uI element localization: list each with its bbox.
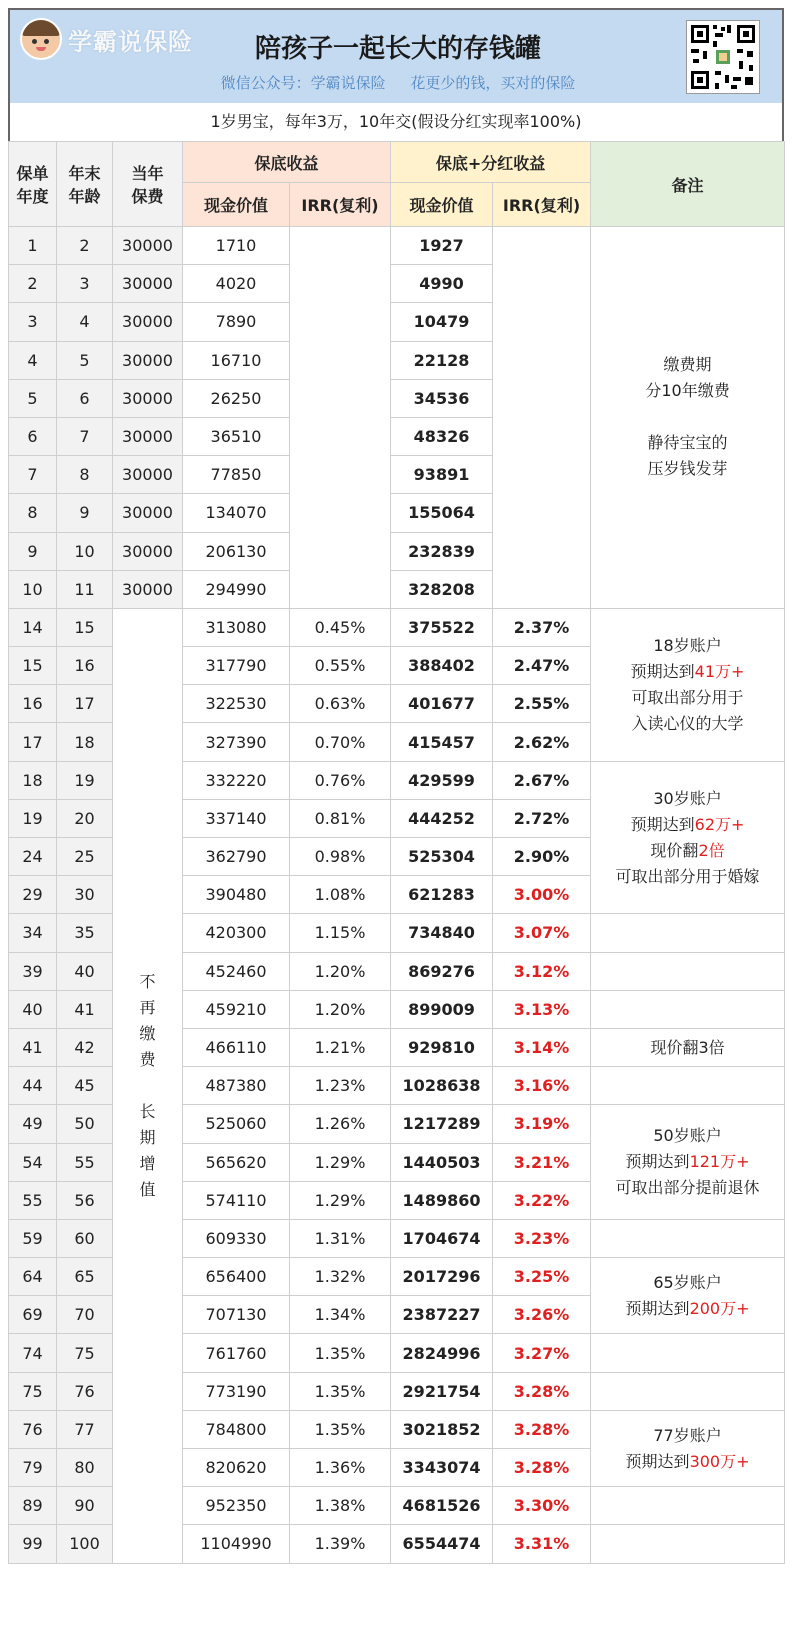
dividend-cash-cell: 2921754 <box>391 1372 493 1410</box>
remark-line <box>591 685 784 711</box>
age-cell: 2 <box>57 227 113 265</box>
dividend-irr-cell: 3.16% <box>493 1067 591 1105</box>
remark-text: 现价翻 <box>650 840 699 860</box>
dividend-cash-cell: 1927 <box>391 227 493 265</box>
policy-year-cell: 8 <box>9 494 57 532</box>
guaranteed-cash-cell: 134070 <box>183 494 290 532</box>
subtitle <box>10 72 786 93</box>
guaranteed-irr-cell: 1.35% <box>290 1410 391 1448</box>
policy-year-cell: 69 <box>9 1296 57 1334</box>
age-cell: 16 <box>57 647 113 685</box>
guaranteed-irr-cell: 1.31% <box>290 1219 391 1257</box>
policy-year-cell: 15 <box>9 647 57 685</box>
policy-year-cell: 79 <box>9 1449 57 1487</box>
dividend-cash-cell: 93891 <box>391 456 493 494</box>
premium-cell: 30000 <box>113 570 183 608</box>
growth-label-char <box>113 1073 182 1099</box>
policy-year-cell: 9 <box>9 532 57 570</box>
policy-year-cell: 76 <box>9 1410 57 1448</box>
dividend-cash-cell: 429599 <box>391 761 493 799</box>
dividend-cash-cell: 899009 <box>391 990 493 1028</box>
dividend-cash-cell: 6554474 <box>391 1525 493 1563</box>
dividend-irr-cell: 3.28% <box>493 1372 591 1410</box>
growth-label-char: 值 <box>139 1179 156 1199</box>
guaranteed-cash-cell: 317790 <box>183 647 290 685</box>
remark-line <box>591 659 784 685</box>
guaranteed-irr-cell: 1.35% <box>290 1372 391 1410</box>
guaranteed-irr-cell: 1.08% <box>290 876 391 914</box>
remark-cell <box>591 1487 785 1525</box>
remark-text: 50岁账户 <box>653 1126 722 1146</box>
subtitle-account: 微信公众号：学霸说保险 <box>220 74 386 92</box>
policy-year-cell: 16 <box>9 685 57 723</box>
guaranteed-irr-cell <box>290 227 391 609</box>
policy-year-cell: 34 <box>9 914 57 952</box>
policy-year-cell: 24 <box>9 838 57 876</box>
policy-year-cell: 29 <box>9 876 57 914</box>
guaranteed-irr-cell: 1.38% <box>290 1487 391 1525</box>
policy-year-cell: 7 <box>9 456 57 494</box>
dividend-cash-cell: 1440503 <box>391 1143 493 1181</box>
guaranteed-irr-cell: 1.26% <box>290 1105 391 1143</box>
age-cell: 19 <box>57 761 113 799</box>
remark-text: 预期达到 <box>630 661 695 681</box>
dividend-irr-cell: 3.13% <box>493 990 591 1028</box>
dividend-cash-cell: 4681526 <box>391 1487 493 1525</box>
guaranteed-cash-cell: 332220 <box>183 761 290 799</box>
remark-text: 入读心仪的大学 <box>631 713 744 733</box>
remark-cell <box>591 914 785 952</box>
remark-line: 缴费期 <box>663 355 712 375</box>
remark-cell <box>591 952 785 990</box>
policy-year-cell: 1 <box>9 227 57 265</box>
dividend-irr-cell: 2.67% <box>493 761 591 799</box>
policy-year-cell: 99 <box>9 1525 57 1563</box>
guaranteed-irr-cell: 1.20% <box>290 990 391 1028</box>
remark-line <box>591 711 784 737</box>
remark-line: 静待宝宝的 <box>647 433 728 453</box>
age-cell: 10 <box>57 532 113 570</box>
guaranteed-cash-cell: 459210 <box>183 990 290 1028</box>
policy-year-cell: 2 <box>9 265 57 303</box>
dividend-cash-cell: 734840 <box>391 914 493 952</box>
premium-cell: 30000 <box>113 227 183 265</box>
age-cell: 6 <box>57 379 113 417</box>
guaranteed-cash-cell: 609330 <box>183 1219 290 1257</box>
guaranteed-irr-cell: 0.76% <box>290 761 391 799</box>
guaranteed-irr-cell: 1.34% <box>290 1296 391 1334</box>
age-cell: 50 <box>57 1105 113 1143</box>
growth-label-char: 增 <box>139 1153 156 1173</box>
policy-year-cell: 75 <box>9 1372 57 1410</box>
guaranteed-cash-cell: 36510 <box>183 417 290 455</box>
guaranteed-cash-cell: 206130 <box>183 532 290 570</box>
age-cell: 9 <box>57 494 113 532</box>
dividend-cash-cell: 1217289 <box>391 1105 493 1143</box>
dividend-cash-cell: 3021852 <box>391 1410 493 1448</box>
guaranteed-cash-cell: 565620 <box>183 1143 290 1181</box>
age-cell: 20 <box>57 799 113 837</box>
dividend-cash-cell: 869276 <box>391 952 493 990</box>
col-header-guaranteed-irr: IRR(复利) <box>290 183 391 227</box>
dividend-cash-cell: 388402 <box>391 647 493 685</box>
guaranteed-cash-cell: 1104990 <box>183 1525 290 1563</box>
guaranteed-cash-cell: 390480 <box>183 876 290 914</box>
guaranteed-cash-cell: 16710 <box>183 341 290 379</box>
guaranteed-cash-cell: 784800 <box>183 1410 290 1448</box>
policy-year-cell: 19 <box>9 799 57 837</box>
guaranteed-cash-cell: 773190 <box>183 1372 290 1410</box>
remark-line <box>591 1270 784 1296</box>
guaranteed-cash-cell: 313080 <box>183 608 290 646</box>
age-cell: 42 <box>57 1028 113 1066</box>
dividend-cash-cell: 375522 <box>391 608 493 646</box>
guaranteed-irr-cell: 1.21% <box>290 1028 391 1066</box>
guaranteed-cash-cell: 327390 <box>183 723 290 761</box>
dividend-cash-cell: 22128 <box>391 341 493 379</box>
guaranteed-cash-cell: 820620 <box>183 1449 290 1487</box>
guaranteed-cash-cell: 574110 <box>183 1181 290 1219</box>
guaranteed-cash-cell: 466110 <box>183 1028 290 1066</box>
guaranteed-irr-cell: 1.29% <box>290 1143 391 1181</box>
guaranteed-cash-cell: 952350 <box>183 1487 290 1525</box>
policy-year-cell: 4 <box>9 341 57 379</box>
remark-line <box>591 1296 784 1322</box>
benefit-table <box>8 141 785 1564</box>
age-cell: 17 <box>57 685 113 723</box>
dividend-cash-cell: 929810 <box>391 1028 493 1066</box>
guaranteed-cash-cell: 656400 <box>183 1258 290 1296</box>
remark-text: 可取出部分用于婚嫁 <box>615 866 760 886</box>
dividend-cash-cell: 2824996 <box>391 1334 493 1372</box>
dividend-irr-cell: 3.28% <box>493 1410 591 1448</box>
guaranteed-irr-cell: 0.55% <box>290 647 391 685</box>
age-cell: 55 <box>57 1143 113 1181</box>
guaranteed-cash-cell: 487380 <box>183 1067 290 1105</box>
remark-line <box>591 1449 784 1475</box>
policy-year-cell: 55 <box>9 1181 57 1219</box>
guaranteed-cash-cell: 452460 <box>183 952 290 990</box>
remark-line <box>591 1175 784 1201</box>
subtitle-slogan: 花更少的钱，买对的保险 <box>410 74 576 92</box>
guaranteed-irr-cell: 0.70% <box>290 723 391 761</box>
dividend-cash-cell: 4990 <box>391 265 493 303</box>
premium-cell: 30000 <box>113 494 183 532</box>
remark-line <box>591 812 784 838</box>
remark-text: 预期达到 <box>625 1152 690 1172</box>
age-cell: 65 <box>57 1258 113 1296</box>
age-cell: 18 <box>57 723 113 761</box>
dividend-cash-cell: 1704674 <box>391 1219 493 1257</box>
remark-line <box>591 786 784 812</box>
dividend-irr-cell: 3.25% <box>493 1258 591 1296</box>
dividend-cash-cell: 525304 <box>391 838 493 876</box>
dividend-cash-cell: 328208 <box>391 570 493 608</box>
age-cell: 56 <box>57 1181 113 1219</box>
remark-highlight: 41万+ <box>694 661 745 681</box>
premium-cell: 30000 <box>113 532 183 570</box>
remark-cell <box>591 1410 785 1486</box>
guaranteed-cash-cell: 322530 <box>183 685 290 723</box>
guaranteed-cash-cell: 525060 <box>183 1105 290 1143</box>
remark-cell <box>591 1258 785 1334</box>
remark-text: 预期达到 <box>625 1298 690 1318</box>
remark-cell <box>591 1067 785 1105</box>
guaranteed-irr-cell: 1.36% <box>290 1449 391 1487</box>
age-cell: 76 <box>57 1372 113 1410</box>
remark-line <box>591 1035 784 1061</box>
growth-label-char: 再 <box>139 997 156 1017</box>
age-cell: 41 <box>57 990 113 1028</box>
remark-cell <box>591 990 785 1028</box>
col-header-premium: 当年 保费 <box>113 142 183 227</box>
dividend-cash-cell: 401677 <box>391 685 493 723</box>
dividend-irr-cell <box>493 227 591 609</box>
guaranteed-cash-cell: 420300 <box>183 914 290 952</box>
premium-cell: 30000 <box>113 303 183 341</box>
dividend-irr-cell: 3.12% <box>493 952 591 990</box>
dividend-cash-cell: 1489860 <box>391 1181 493 1219</box>
dividend-cash-cell: 155064 <box>391 494 493 532</box>
policy-year-cell: 41 <box>9 1028 57 1066</box>
table-row <box>9 608 785 646</box>
dividend-irr-cell: 3.00% <box>493 876 591 914</box>
policy-year-cell: 59 <box>9 1219 57 1257</box>
dividend-cash-cell: 232839 <box>391 532 493 570</box>
remark-highlight: 121万+ <box>689 1152 750 1172</box>
dividend-cash-cell: 621283 <box>391 876 493 914</box>
guaranteed-cash-cell: 761760 <box>183 1334 290 1372</box>
page-title: 陪孩子一起长大的存钱罐 <box>254 34 541 64</box>
qr-code-icon <box>686 20 760 94</box>
remark-pay-period <box>591 227 785 609</box>
header-banner <box>8 8 784 105</box>
age-cell: 15 <box>57 608 113 646</box>
remark-line <box>591 1423 784 1449</box>
remark-highlight: 200万+ <box>689 1298 750 1318</box>
dividend-irr-cell: 3.22% <box>493 1181 591 1219</box>
premium-cell: 30000 <box>113 379 183 417</box>
policy-year-cell: 39 <box>9 952 57 990</box>
remark-highlight: 2倍 <box>698 840 725 860</box>
dividend-irr-cell: 3.19% <box>493 1105 591 1143</box>
remark-line <box>591 864 784 890</box>
remark-cell <box>591 1105 785 1220</box>
age-cell: 8 <box>57 456 113 494</box>
age-cell: 40 <box>57 952 113 990</box>
table-row <box>9 227 785 265</box>
guaranteed-cash-cell: 707130 <box>183 1296 290 1334</box>
assumption-line: 1岁男宝，每年3万，10年交(假设分红实现率100%) <box>8 103 784 141</box>
guaranteed-irr-cell: 1.32% <box>290 1258 391 1296</box>
remark-line: 压岁钱发芽 <box>647 459 728 479</box>
dividend-irr-cell: 3.14% <box>493 1028 591 1066</box>
dividend-cash-cell: 48326 <box>391 417 493 455</box>
remark-text: 77岁账户 <box>653 1425 722 1445</box>
age-cell: 3 <box>57 265 113 303</box>
col-header-remark: 备注 <box>591 142 785 227</box>
guaranteed-irr-cell: 0.45% <box>290 608 391 646</box>
dividend-irr-cell: 2.72% <box>493 799 591 837</box>
remark-line <box>591 1149 784 1175</box>
remark-cell <box>591 608 785 761</box>
remark-text: 现价翻3倍 <box>650 1037 725 1057</box>
premium-cell: 30000 <box>113 456 183 494</box>
dividend-irr-cell: 2.47% <box>493 647 591 685</box>
remark-cell <box>591 1334 785 1372</box>
remark-text: 可取出部分用于 <box>631 687 744 707</box>
remark-text: 30岁账户 <box>653 788 722 808</box>
dividend-irr-cell: 2.55% <box>493 685 591 723</box>
policy-year-cell: 44 <box>9 1067 57 1105</box>
policy-year-cell: 49 <box>9 1105 57 1143</box>
dividend-cash-cell: 415457 <box>391 723 493 761</box>
remark-cell <box>591 1219 785 1257</box>
col-header-guaranteed-cash: 现金价值 <box>183 183 290 227</box>
guaranteed-irr-cell: 1.35% <box>290 1334 391 1372</box>
age-cell: 11 <box>57 570 113 608</box>
remark-line <box>591 633 784 659</box>
policy-year-cell: 64 <box>9 1258 57 1296</box>
age-cell: 7 <box>57 417 113 455</box>
remark-text: 可取出部分提前退休 <box>615 1178 760 1198</box>
growth-period-label <box>113 608 183 1563</box>
growth-label-char: 长 <box>139 1101 156 1121</box>
guaranteed-cash-cell: 362790 <box>183 838 290 876</box>
remark-cell <box>591 1525 785 1563</box>
guaranteed-irr-cell: 1.20% <box>290 952 391 990</box>
policy-year-cell: 18 <box>9 761 57 799</box>
guaranteed-irr-cell: 0.63% <box>290 685 391 723</box>
remark-text: 预期达到 <box>625 1451 690 1471</box>
guaranteed-cash-cell: 77850 <box>183 456 290 494</box>
col-header-dividend: 保底+分红收益 <box>391 142 591 183</box>
age-cell: 5 <box>57 341 113 379</box>
guaranteed-cash-cell: 294990 <box>183 570 290 608</box>
dividend-irr-cell: 3.23% <box>493 1219 591 1257</box>
guaranteed-cash-cell: 1710 <box>183 227 290 265</box>
guaranteed-irr-cell: 1.23% <box>290 1067 391 1105</box>
col-header-age: 年末 年龄 <box>57 142 113 227</box>
guaranteed-irr-cell: 1.39% <box>290 1525 391 1563</box>
dividend-irr-cell: 2.37% <box>493 608 591 646</box>
age-cell: 77 <box>57 1410 113 1448</box>
policy-year-cell: 54 <box>9 1143 57 1181</box>
guaranteed-cash-cell: 337140 <box>183 799 290 837</box>
dividend-irr-cell: 3.26% <box>493 1296 591 1334</box>
remark-text: 65岁账户 <box>653 1272 722 1292</box>
dividend-irr-cell: 2.62% <box>493 723 591 761</box>
guaranteed-irr-cell: 1.29% <box>290 1181 391 1219</box>
remark-line: 分10年缴费 <box>645 381 730 401</box>
remark-cell <box>591 1028 785 1066</box>
policy-year-cell: 14 <box>9 608 57 646</box>
dividend-irr-cell: 3.21% <box>493 1143 591 1181</box>
policy-year-cell: 5 <box>9 379 57 417</box>
col-header-dividend-irr: IRR(复利) <box>493 183 591 227</box>
col-header-year: 保单 年度 <box>9 142 57 227</box>
guaranteed-irr-cell: 0.98% <box>290 838 391 876</box>
policy-year-cell: 3 <box>9 303 57 341</box>
dividend-irr-cell: 3.30% <box>493 1487 591 1525</box>
age-cell: 35 <box>57 914 113 952</box>
remark-text: 预期达到 <box>630 814 695 834</box>
policy-year-cell: 17 <box>9 723 57 761</box>
dividend-irr-cell: 3.07% <box>493 914 591 952</box>
policy-year-cell: 40 <box>9 990 57 1028</box>
age-cell: 25 <box>57 838 113 876</box>
dividend-irr-cell: 3.28% <box>493 1449 591 1487</box>
guaranteed-irr-cell: 0.81% <box>290 799 391 837</box>
age-cell: 4 <box>57 303 113 341</box>
age-cell: 45 <box>57 1067 113 1105</box>
growth-label-char: 缴 <box>139 1023 156 1043</box>
premium-cell: 30000 <box>113 417 183 455</box>
dividend-irr-cell: 2.90% <box>493 838 591 876</box>
growth-label-char: 费 <box>139 1049 156 1069</box>
growth-label-char: 期 <box>139 1127 156 1147</box>
premium-cell: 30000 <box>113 265 183 303</box>
guaranteed-cash-cell: 4020 <box>183 265 290 303</box>
dividend-cash-cell: 444252 <box>391 799 493 837</box>
brand-name: 学霸说保险 <box>68 27 193 56</box>
age-cell: 70 <box>57 1296 113 1334</box>
policy-year-cell: 10 <box>9 570 57 608</box>
dividend-cash-cell: 1028638 <box>391 1067 493 1105</box>
age-cell: 75 <box>57 1334 113 1372</box>
age-cell: 100 <box>57 1525 113 1563</box>
guaranteed-irr-cell: 1.15% <box>290 914 391 952</box>
dividend-cash-cell: 34536 <box>391 379 493 417</box>
guaranteed-cash-cell: 26250 <box>183 379 290 417</box>
dividend-cash-cell: 10479 <box>391 303 493 341</box>
age-cell: 60 <box>57 1219 113 1257</box>
dividend-irr-cell: 3.27% <box>493 1334 591 1372</box>
policy-year-cell: 74 <box>9 1334 57 1372</box>
remark-text: 18岁账户 <box>653 635 722 655</box>
remark-cell <box>591 1372 785 1410</box>
age-cell: 80 <box>57 1449 113 1487</box>
remark-cell <box>591 761 785 914</box>
remark-line <box>591 404 784 430</box>
policy-year-cell: 6 <box>9 417 57 455</box>
col-header-guaranteed: 保底收益 <box>183 142 391 183</box>
dividend-irr-cell: 3.31% <box>493 1525 591 1563</box>
guaranteed-cash-cell: 7890 <box>183 303 290 341</box>
premium-cell: 30000 <box>113 341 183 379</box>
growth-label-char: 不 <box>139 971 156 991</box>
col-header-dividend-cash: 现金价值 <box>391 183 493 227</box>
age-cell: 90 <box>57 1487 113 1525</box>
dividend-cash-cell: 2017296 <box>391 1258 493 1296</box>
age-cell: 30 <box>57 876 113 914</box>
dividend-cash-cell: 2387227 <box>391 1296 493 1334</box>
remark-highlight: 300万+ <box>689 1451 750 1471</box>
policy-year-cell: 89 <box>9 1487 57 1525</box>
remark-line <box>591 838 784 864</box>
remark-highlight: 62万+ <box>694 814 745 834</box>
remark-line <box>591 1123 784 1149</box>
dividend-cash-cell: 3343074 <box>391 1449 493 1487</box>
